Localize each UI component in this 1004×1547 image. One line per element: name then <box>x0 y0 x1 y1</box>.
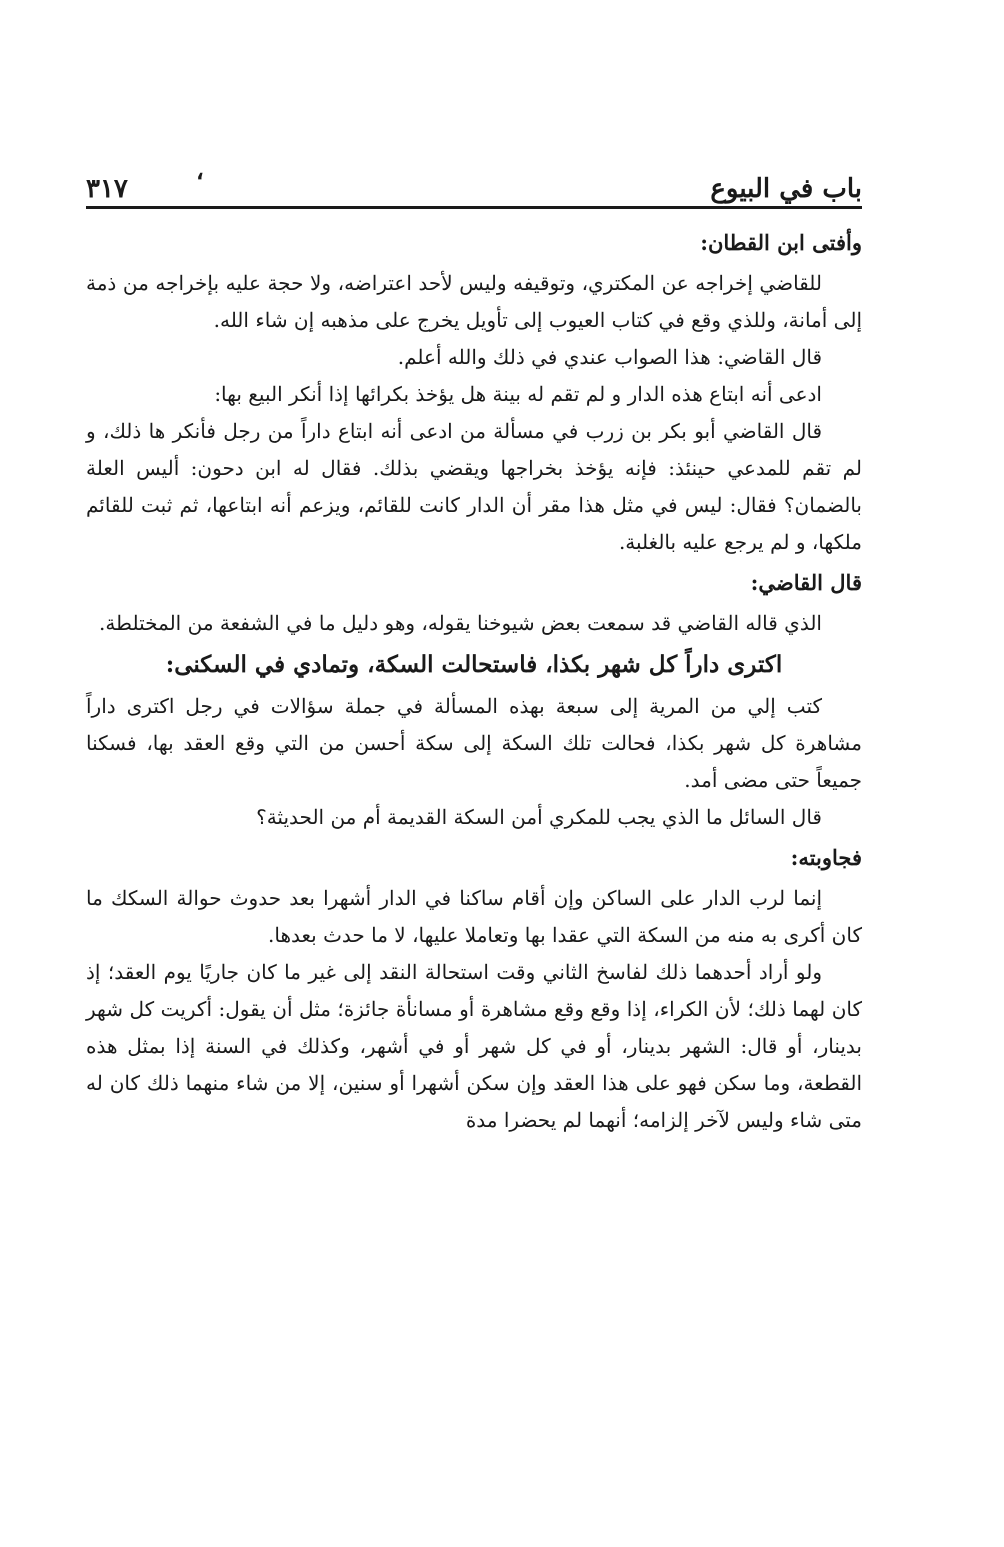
chapter-heading: اكترى داراً كل شهر بكذا، فاستحالت السكة، وتمادي في السكنى: <box>165 651 783 678</box>
running-title: باب في البيوع <box>710 174 862 204</box>
paragraph: ولو أراد أحدهما ذلك لفاسخ الثاني وقت استحالة النقد إلى غير ما كان جاريًا يوم العقد؛ إذ كان لهما ذلك؛ لأن الكراء، إذا وقع وقع مشاهرة أو مسانأة جائزة؛ مثل أن يقول: أكريت كل شهر بدينار، أو قال: الشهر بدينار، أو في كل شهر أو في أشهر، وكذلك في السنة إذا بمثل هذه القطعة، وما سكن فهو على هذا العقد وإن سكن أشهرا أو سنين، إلا من شاء منهما ذلك كان له متى شاء وليس لآخر إلزامه؛ أنهما لم يحضرا مدة <box>86 960 862 1132</box>
section-heading: فجاوبته: <box>790 845 862 870</box>
page-number: ٣١٧ <box>86 174 128 204</box>
book-page <box>86 156 862 1139</box>
paragraph: قال القاضي أبو بكر بن زرب في مسألة من ادعى أنه ابتاع داراً من رجل فأنكر ها ذلك، و لم تقم للمدعي حينئذ: فإنه يؤخذ بخراجها ويقضي بذلك. فقال له ابن دحون: أليس العلة بالضمان؟ فقال: ليس في مثل هذا مقر أن الدار كانت للقائم، ويزعم أنه ابتاعها، ثم ثبت للقائم ملكها، و لم يرجع عليه بالغلبة. <box>86 419 862 554</box>
paragraph: كتب إلي من المرية إلى سبعة بهذه المسألة في جملة سؤالات في رجل اكترى داراً مشاهرة كل شهر بكذا، فحالت تلك السكة إلى سكة أحسن من التي وقع العقد بها، فسكنا جميعاً حتى مضى أمد. <box>86 694 862 792</box>
header-mark: ، <box>196 156 204 185</box>
section-heading: وأفتى ابن القطان: <box>700 230 862 255</box>
paragraph: إنما لرب الدار على الساكن وإن أقام ساكنا في الدار أشهرا بعد حدوث حوالة السكك ما كان أكرى به منه من السكة التي عقدا بها وتعاملا عليها، لا ما حدث بعدها. <box>86 886 862 947</box>
section-heading: قال القاضي: <box>750 570 862 595</box>
paragraph: قال القاضي: هذا الصواب عندي في ذلك والله أعلم. <box>397 345 822 369</box>
paragraph: للقاضي إخراجه عن المكتري، وتوقيفه وليس لأحد اعتراضه، ولا حجة عليه بإخراجه من ذمة إلى أمانة، وللذي وقع في كتاب العيوب إلى تأويل يخرج على مذهبه إن شاء الله. <box>86 271 862 332</box>
paragraph: قال السائل ما الذي يجب للمكري أمن السكة القديمة أم من الحديثة؟ <box>256 805 822 829</box>
paragraph: الذي قاله القاضي قد سمعت بعض شيوخنا يقوله، وهو دليل ما في الشفعة من المختلطة. <box>98 611 822 635</box>
page-body <box>86 221 862 1139</box>
paragraph: ادعى أنه ابتاع هذه الدار و لم تقم له بينة هل يؤخذ بكرائها إذا أنكر البيع بها: <box>214 382 822 406</box>
